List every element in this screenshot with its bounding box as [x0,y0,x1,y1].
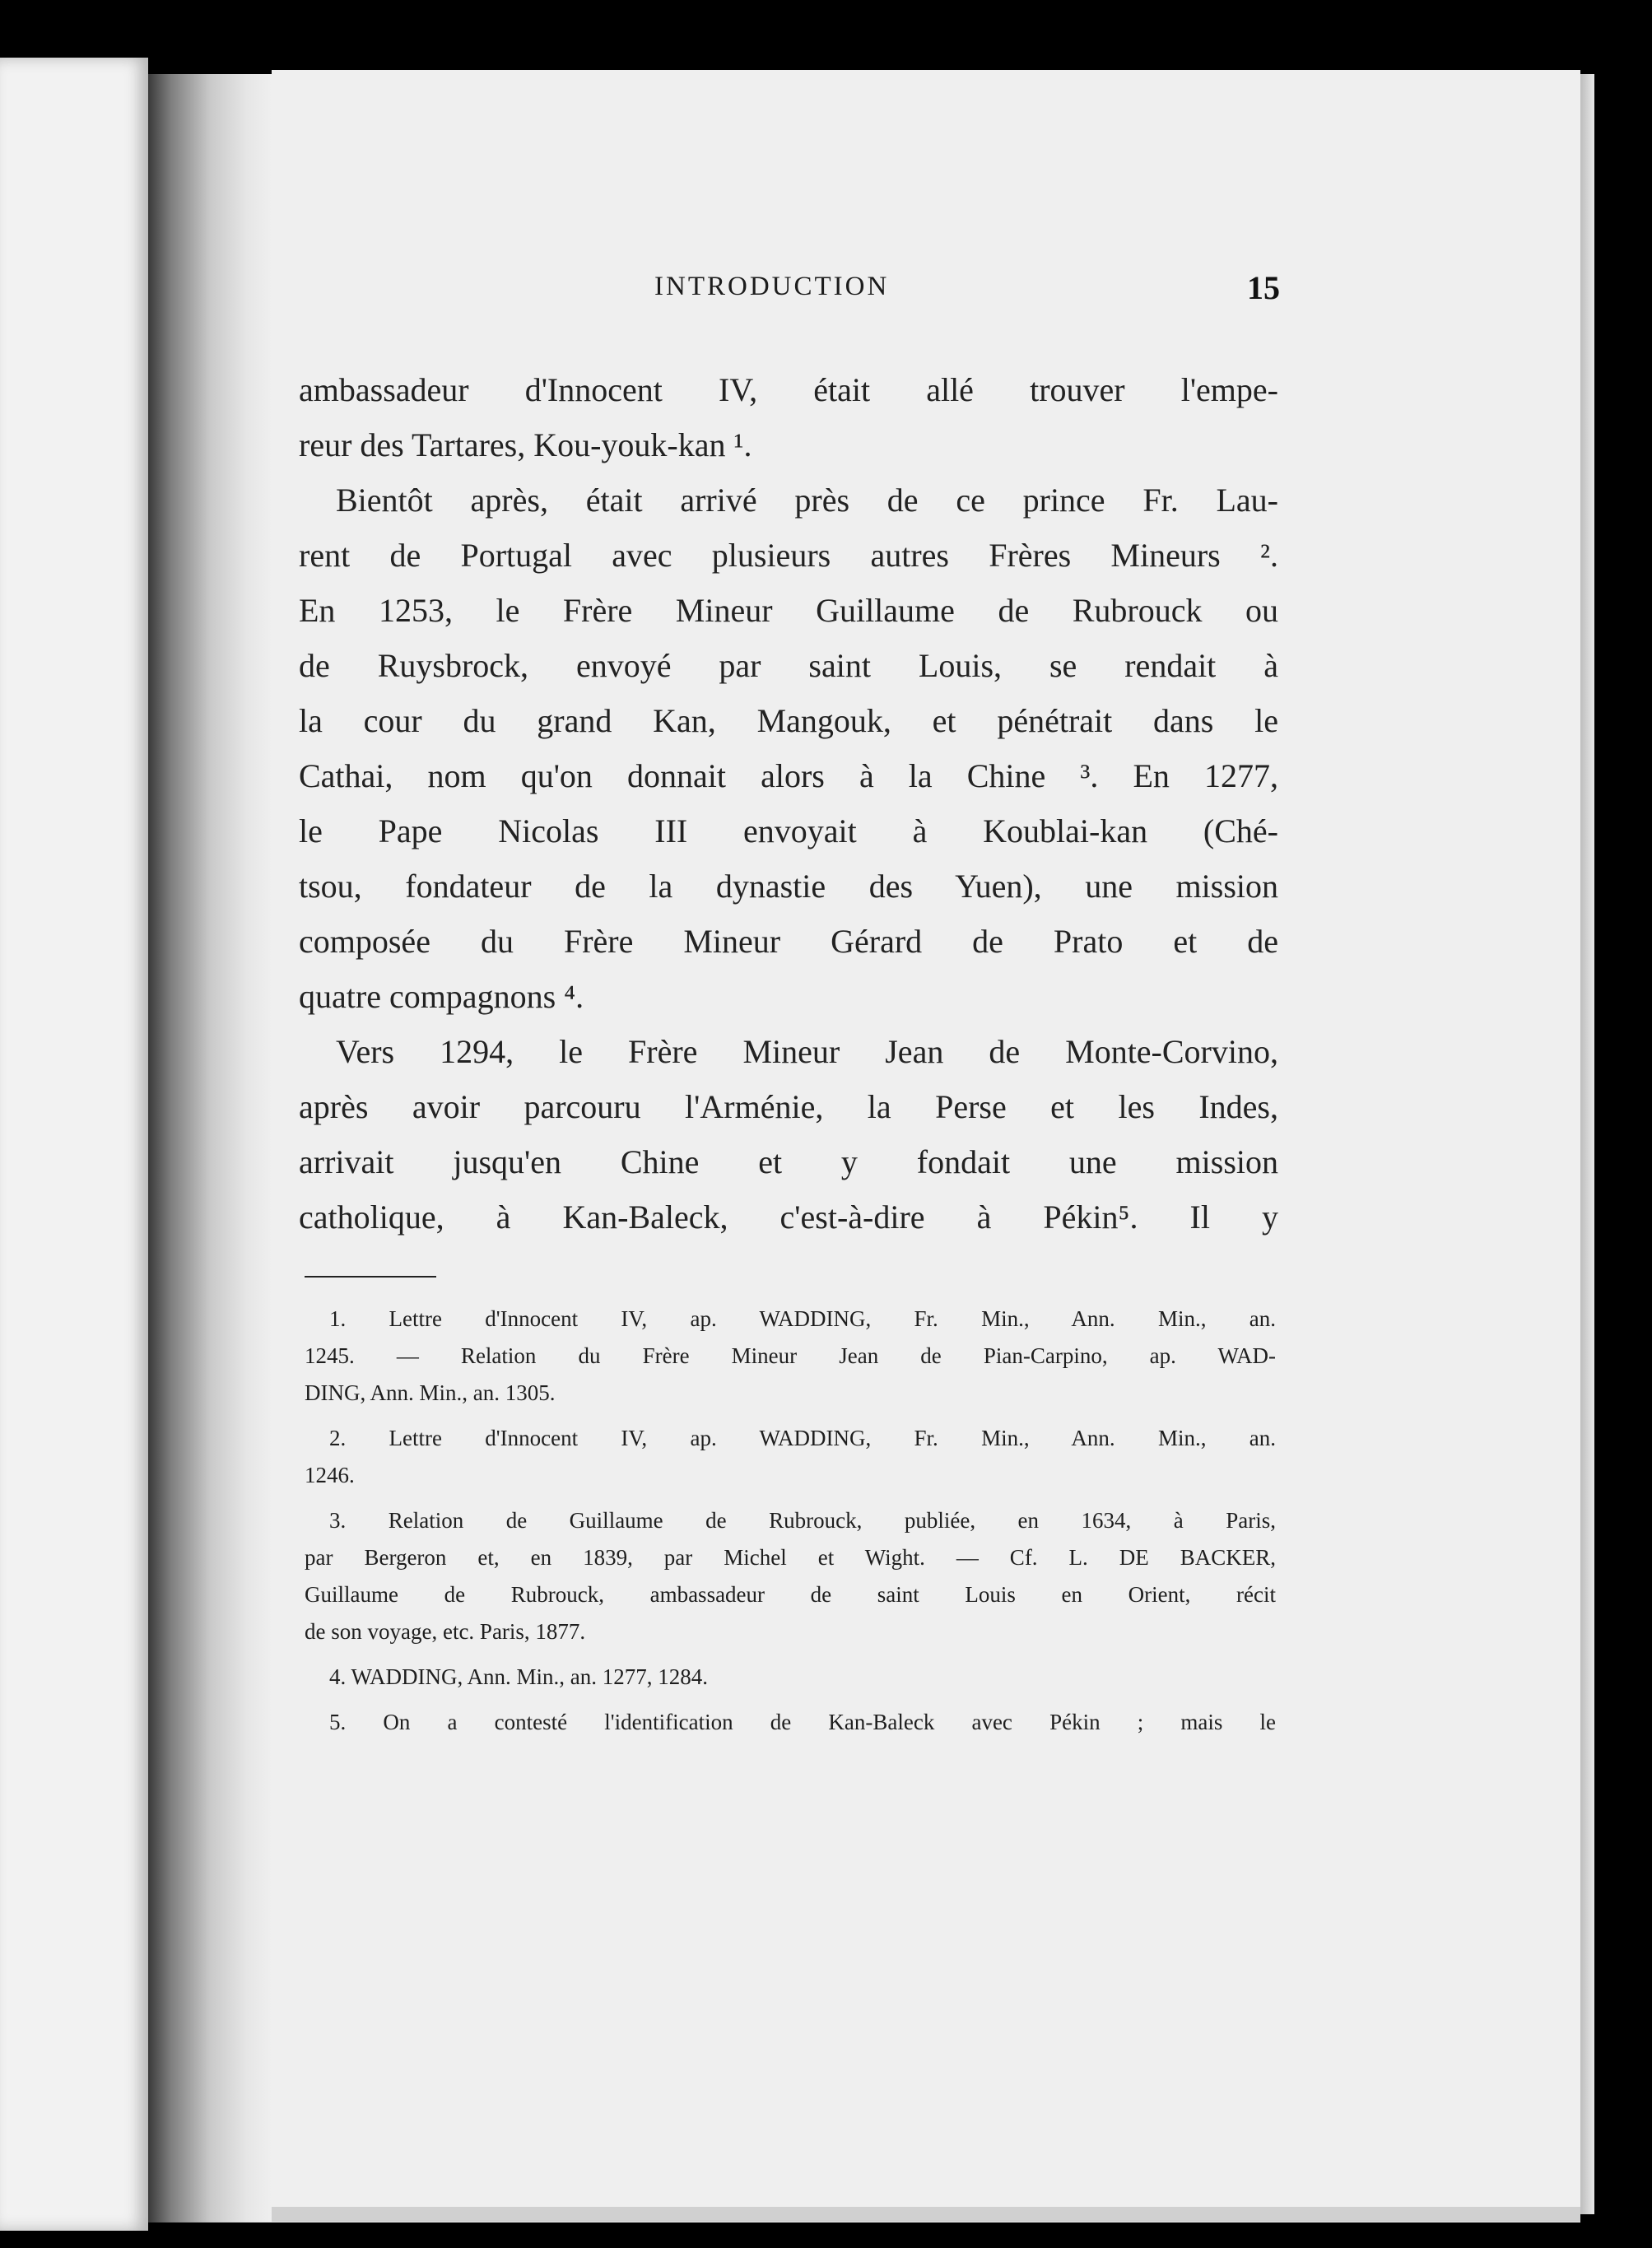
body-line: tsou, fondateur de la dynastie des Yuen), une mission [299,868,1278,905]
body-line: catholique, à Kan-Baleck, c'est-à-dire à Pékin⁵. Il y [299,1198,1278,1236]
book-gutter [148,74,272,2222]
body-line: Cathai, nom qu'on donnait alors à la Chine ³. En 1277, [299,757,1278,794]
page-bottom-edge [272,2207,1580,2222]
body-line: reur des Tartares, Kou-youk-kan ¹. [299,426,752,463]
left-page-edge [0,58,148,2231]
page-right-edge [1580,74,1594,2214]
body-line: le Pape Nicolas III envoyait à Koublai-kan (Ché- [299,812,1278,849]
body-line: rent de Portugal avec plusieurs autres Frères Mineurs ². [299,537,1278,574]
footnote-line: 1. Lettre d'Innocent IV, ap. WADDING, Fr. Min., Ann. Min., an. [329,1306,1276,1331]
footnote-rule [305,1276,436,1278]
body-line: composée du Frère Mineur Gérard de Prato et de [299,923,1278,960]
body-line: arrivait jusqu'en Chine et y fondait une mission [299,1143,1278,1180]
footnote-line: de son voyage, etc. Paris, 1877. [305,1619,586,1644]
footnote-line: 3. Relation de Guillaume de Rubrouck, publiée, en 1634, à Paris, [329,1508,1276,1533]
page-number: 15 [1247,269,1280,306]
body-line: Bientôt après, était arrivé près de ce prince Fr. Lau- [336,482,1278,519]
footnote-line: 1245. — Relation du Frère Mineur Jean de Pian-Carpino, ap. WAD- [305,1343,1276,1368]
footnotes [305,1301,1276,1741]
page-header [272,269,1280,313]
footnote-line: 5. On a contesté l'identification de Kan-Baleck avec Pékin ; mais le [329,1710,1276,1734]
footnote-line: DING, Ann. Min., an. 1305. [305,1380,556,1405]
footnote-line: 2. Lettre d'Innocent IV, ap. WADDING, Fr. Min., Ann. Min., an. [329,1426,1276,1450]
body-line: après avoir parcouru l'Arménie, la Perse et les Indes, [299,1088,1278,1125]
body-line: ambassadeur d'Innocent IV, était allé trouver l'empe- [299,371,1278,408]
body-line: de Ruysbrock, envoyé par saint Louis, se rendait à [299,647,1278,684]
footnote-line: 4. WADDING, Ann. Min., an. 1277, 1284. [329,1664,708,1689]
body-line: quatre compagnons ⁴. [299,978,584,1015]
footnote-line: 1246. [305,1463,355,1487]
body-line: la cour du grand Kan, Mangouk, et pénétrait dans le [299,702,1278,739]
body-line: Vers 1294, le Frère Mineur Jean de Monte-Corvino, [336,1033,1278,1070]
body-text [299,362,1278,1245]
body-line: En 1253, le Frère Mineur Guillaume de Rubrouck ou [299,592,1278,629]
running-title: INTRODUCTION [654,272,890,301]
footnote-line: par Bergeron et, en 1839, par Michel et Wight. — Cf. L. DE BACKER, [305,1545,1276,1570]
footnote-line: Guillaume de Rubrouck, ambassadeur de saint Louis en Orient, récit [305,1582,1276,1607]
